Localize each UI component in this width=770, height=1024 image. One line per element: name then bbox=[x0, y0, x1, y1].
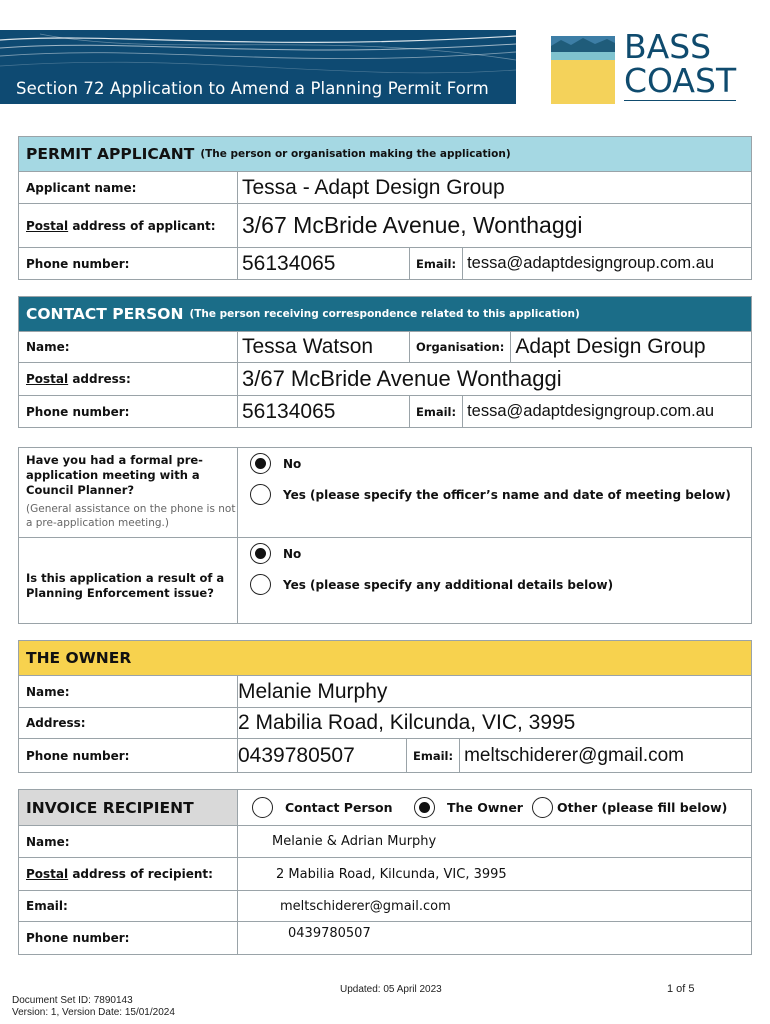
question-note: (General assistance on the phone is not a pre-application meeting.) bbox=[26, 503, 236, 529]
option-the-owner[interactable] bbox=[414, 797, 532, 818]
field-label bbox=[19, 363, 238, 395]
owner-header bbox=[19, 641, 751, 676]
invoice-header-row bbox=[19, 790, 751, 826]
permit-applicant-header bbox=[19, 137, 751, 172]
option-no[interactable] bbox=[250, 453, 751, 474]
logo-text-coast: COAST bbox=[624, 61, 737, 100]
logo-underline bbox=[624, 100, 736, 101]
option-label: The Owner bbox=[447, 800, 523, 815]
invoice-recipient-section bbox=[18, 789, 752, 955]
contact-phone-field[interactable]: 56134065 bbox=[242, 399, 336, 423]
radio-empty-icon[interactable] bbox=[250, 574, 271, 595]
field-label: Phone number: bbox=[19, 396, 238, 427]
field-label: Name: bbox=[19, 826, 238, 857]
section-heading: PERMIT APPLICANT bbox=[26, 145, 195, 163]
recipient-email-field[interactable]: meltschiderer@gmail.com bbox=[280, 898, 451, 914]
page-number: 1 of 5 bbox=[667, 983, 695, 995]
email-field[interactable]: tessa@adaptdesigngroup.com.au bbox=[467, 254, 715, 272]
email-label: Email: bbox=[409, 248, 463, 279]
radio-selected-icon[interactable] bbox=[414, 797, 435, 818]
updated-date: Updated: 05 April 2023 bbox=[340, 984, 442, 995]
version-info: Version: 1, Version Date: 15/01/2024 bbox=[12, 1007, 175, 1018]
invoice-options bbox=[238, 790, 751, 825]
radio-selected-icon[interactable] bbox=[250, 453, 271, 474]
recipient-phone-field[interactable]: 0439780507 bbox=[288, 926, 371, 941]
contact-email-field[interactable]: tessa@adaptdesigngroup.com.au bbox=[467, 402, 715, 420]
field-label bbox=[19, 858, 238, 890]
phone-email-row bbox=[19, 248, 751, 279]
radio-empty-icon[interactable] bbox=[532, 797, 553, 818]
field-label: Applicant name: bbox=[19, 172, 238, 203]
section-subheading: (The person receiving correspondence related to this application) bbox=[189, 308, 580, 320]
email-label: Email: bbox=[406, 739, 460, 772]
applicant-name-field[interactable]: Tessa - Adapt Design Group bbox=[242, 175, 505, 199]
field-label: Email: bbox=[19, 891, 238, 921]
phone-field[interactable]: 56134065 bbox=[242, 251, 336, 275]
option-label: Yes (please specify any additional details below) bbox=[283, 577, 614, 592]
pre-application-question bbox=[19, 448, 238, 537]
contact-phone-email-row bbox=[19, 396, 751, 427]
enforcement-row bbox=[19, 538, 751, 624]
section-heading: CONTACT PERSON bbox=[26, 305, 184, 323]
owner-email-field[interactable]: meltschiderer@gmail.com bbox=[464, 744, 684, 766]
radio-empty-icon[interactable] bbox=[250, 484, 271, 505]
option-label: Other (please fill below) bbox=[557, 800, 728, 815]
recipient-phone-row bbox=[19, 922, 751, 954]
owner-name-row bbox=[19, 676, 751, 708]
logo-text-bass: BASS bbox=[624, 27, 712, 66]
document-set-id: Document Set ID: 7890143 bbox=[12, 995, 133, 1006]
recipient-postal-row bbox=[19, 858, 751, 891]
owner-name-field[interactable]: Melanie Murphy bbox=[238, 679, 388, 703]
enforcement-options bbox=[238, 538, 751, 624]
option-yes[interactable] bbox=[250, 484, 751, 505]
applicant-name-row bbox=[19, 172, 751, 204]
recipient-name-field[interactable]: Melanie & Adrian Murphy bbox=[272, 834, 437, 849]
section-subheading: (The person or organisation making the application) bbox=[200, 148, 511, 160]
organisation-label: Organisation: bbox=[409, 332, 511, 362]
field-label: Name: bbox=[19, 676, 238, 707]
enforcement-question: Is this application a result of a Planning Enforcement issue? bbox=[19, 538, 238, 624]
pre-application-row bbox=[19, 448, 751, 538]
option-no[interactable] bbox=[250, 543, 751, 564]
owner-address-field[interactable]: 2 Mabilia Road, Kilcunda, VIC, 3995 bbox=[238, 711, 576, 734]
recipient-postal-field[interactable]: 2 Mabilia Road, Kilcunda, VIC, 3995 bbox=[276, 866, 507, 882]
label-underlined: Postal bbox=[26, 218, 69, 233]
field-label: Address: bbox=[19, 708, 238, 738]
field-label: Phone number: bbox=[19, 248, 238, 279]
radio-empty-icon[interactable] bbox=[252, 797, 273, 818]
email-label: Email: bbox=[409, 396, 463, 427]
recipient-name-row bbox=[19, 826, 751, 858]
option-yes[interactable] bbox=[250, 574, 751, 595]
option-other[interactable] bbox=[532, 797, 727, 818]
label-rest: address of recipient: bbox=[68, 867, 213, 881]
field-label bbox=[19, 204, 238, 247]
questions-section bbox=[18, 447, 752, 624]
field-label: Phone number: bbox=[19, 922, 238, 954]
permit-applicant-section bbox=[18, 136, 752, 280]
owner-phone-field[interactable]: 0439780507 bbox=[238, 743, 355, 767]
contact-person-section bbox=[18, 296, 752, 428]
contact-postal-field[interactable]: 3/67 McBride Avenue Wonthaggi bbox=[242, 366, 562, 391]
label-rest: address: bbox=[68, 372, 131, 386]
contact-postal-row bbox=[19, 363, 751, 396]
label-underlined: Postal bbox=[26, 372, 69, 386]
owner-address-row bbox=[19, 708, 751, 739]
contact-name-field[interactable]: Tessa Watson bbox=[242, 335, 374, 358]
option-label: No bbox=[283, 546, 302, 561]
postal-address-field[interactable]: 3/67 McBride Avenue, Wonthaggi bbox=[242, 212, 583, 238]
option-label: Contact Person bbox=[285, 800, 393, 815]
recipient-email-row bbox=[19, 891, 751, 922]
contact-name-row bbox=[19, 332, 751, 363]
owner-phone-email-row bbox=[19, 739, 751, 772]
option-contact-person[interactable] bbox=[252, 797, 414, 818]
radio-selected-icon[interactable] bbox=[250, 543, 271, 564]
postal-address-row bbox=[19, 204, 751, 248]
invoice-heading: INVOICE RECIPIENT bbox=[19, 790, 238, 825]
contact-person-header bbox=[19, 297, 751, 332]
organisation-field[interactable]: Adapt Design Group bbox=[515, 335, 706, 358]
option-label: No bbox=[283, 456, 302, 471]
question-text: Have you had a formal pre-application meeting with a Council Planner? bbox=[26, 453, 203, 497]
field-label: Phone number: bbox=[19, 739, 238, 772]
section-heading: THE OWNER bbox=[26, 649, 132, 667]
label-underlined: Postal bbox=[26, 867, 69, 881]
label-rest: address of applicant: bbox=[68, 218, 216, 233]
owner-section bbox=[18, 640, 752, 773]
option-label: Yes (please specify the officer’s name and date of meeting below) bbox=[283, 487, 731, 502]
field-label: Name: bbox=[19, 332, 238, 362]
form-title: Section 72 Application to Amend a Planning Permit Form bbox=[16, 79, 489, 98]
pre-application-options bbox=[238, 448, 751, 537]
